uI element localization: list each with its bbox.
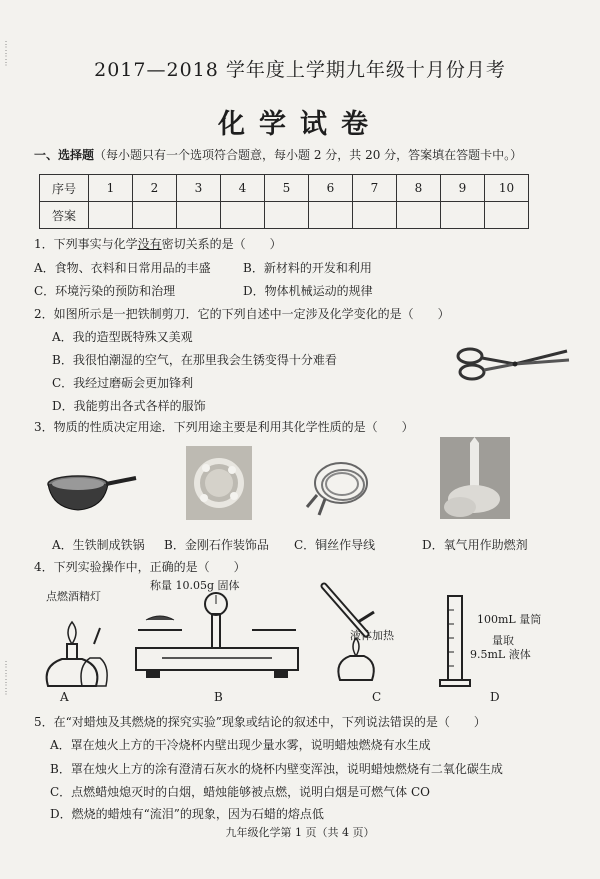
table-cell-number: 8 xyxy=(397,175,441,202)
q4-label-weigh: 称量 10.05g 固体 xyxy=(150,579,240,592)
table-cell-number: 6 xyxy=(309,175,353,202)
test-tube-heating-image xyxy=(318,582,388,682)
table-header-answer: 答案 xyxy=(40,202,89,229)
q1-option-a: A．食物、衣料和日常用品的丰盛 xyxy=(34,261,211,275)
section-heading xyxy=(34,146,522,163)
q1-stem-underlined: 没有 xyxy=(137,237,162,251)
q2-option-d: D．我能剪出各式各样的服饰 xyxy=(52,399,206,413)
q3-option-c: C．铜丝作导线 xyxy=(294,538,376,552)
balance-scale-image xyxy=(132,590,302,682)
q3-option-d: D．氧气用作助燃剂 xyxy=(422,538,528,552)
section-instruction: （每小题只有一个选项符合题意，每小题 2 分，共 20 分，答案填在答题卡中。） xyxy=(94,148,523,162)
q5-option-d: D．燃烧的蜡烛有“流泪”的现象，因为石蜡的熔点低 xyxy=(50,807,324,821)
q3-stem: 3．物质的性质决定用途．下列用途主要是利用其化学性质的是（ ） xyxy=(34,420,414,434)
q4-label-volume: 9.5mL 液体 xyxy=(470,648,531,661)
q2-option-a: A．我的造型既特殊又美观 xyxy=(52,330,193,344)
answer-cell[interactable] xyxy=(221,202,265,229)
answer-table xyxy=(39,174,529,229)
diamond-jewelry-image xyxy=(186,446,252,520)
answer-table-answer-row xyxy=(40,202,529,229)
paper-title: 化学试卷 xyxy=(218,109,382,140)
rocket-launch-image xyxy=(440,437,510,519)
q4-label-cylinder: 100mL 量筒 xyxy=(477,613,542,626)
table-cell-number: 3 xyxy=(177,175,221,202)
q2-option-b: B．我很怕潮湿的空气，在那里我会生锈变得十分难看 xyxy=(52,353,337,367)
q4-letter-b: B xyxy=(214,690,223,704)
wok-image xyxy=(44,462,139,517)
scissors-image xyxy=(455,342,575,384)
page-footer: 九年级化学第 1 页（共 4 页） xyxy=(225,826,375,839)
q4-label-heat-liquid: 液体加热 xyxy=(350,629,394,642)
table-header-number: 序号 xyxy=(40,175,89,202)
q4-label-measure: 量取 xyxy=(492,634,514,647)
binding-edge-dots: ⋮ ⋮ ⋮ xyxy=(2,40,10,67)
q5-option-c: C．点燃蜡烛熄灭时的白烟，蜡烛能够被点燃，说明白烟是可燃气体 CO xyxy=(50,785,431,799)
answer-cell[interactable] xyxy=(441,202,485,229)
answer-cell[interactable] xyxy=(133,202,177,229)
table-cell-number: 9 xyxy=(441,175,485,202)
q5-option-b: B．罩在烛火上方的涂有澄清石灰水的烧杯内壁变浑浊，说明蜡烛燃烧有二氧化碳生成 xyxy=(50,762,503,776)
table-cell-number: 4 xyxy=(221,175,265,202)
graduated-cylinder-image xyxy=(436,594,472,690)
answer-cell[interactable] xyxy=(265,202,309,229)
copper-wire-image xyxy=(305,455,375,523)
answer-cell[interactable] xyxy=(89,202,133,229)
q4-letter-d: D xyxy=(490,690,500,704)
table-cell-number: 2 xyxy=(133,175,177,202)
answer-cell[interactable] xyxy=(485,202,529,229)
section-label: 一、选择题 xyxy=(34,148,95,162)
q5-stem: 5．在“对蜡烛及其燃烧的探究实验”现象或结论的叙述中，下列说法错误的是（ ） xyxy=(34,715,486,729)
q1-option-b: B．新材料的开发和利用 xyxy=(243,261,372,275)
q1-option-d: D．物体机械运动的规律 xyxy=(243,284,373,298)
answer-cell[interactable] xyxy=(309,202,353,229)
q1-stem xyxy=(34,236,282,252)
q1-stem-pre: 1．下列事实与化学 xyxy=(34,237,138,251)
q3-option-b: B．金刚石作装饰品 xyxy=(164,538,269,552)
q2-stem: 2．如图所示是一把铁制剪刀．它的下列自述中一定涉及化学变化的是（ ） xyxy=(34,307,450,321)
answer-cell[interactable] xyxy=(397,202,441,229)
q4-stem: 4．下列实验操作中，正确的是（ ） xyxy=(34,560,246,574)
q4-label-light-lamp: 点燃酒精灯 xyxy=(46,590,101,603)
answer-cell[interactable] xyxy=(177,202,221,229)
answer-table-number-row xyxy=(40,175,529,202)
alcohol-lamp-image xyxy=(38,604,110,688)
table-cell-number: 5 xyxy=(265,175,309,202)
table-cell-number: 7 xyxy=(353,175,397,202)
q4-letter-c: C xyxy=(372,690,382,704)
binding-edge-dots-lower: ⋮ ⋮ ⋮ ⋮ xyxy=(2,660,10,696)
q4-letter-a: A xyxy=(60,690,69,704)
q3-option-a: A．生铁制成铁锅 xyxy=(52,538,145,552)
q5-option-a: A．罩在烛火上方的干冷烧杯内壁出现少量水雾，说明蜡烛燃烧有水生成 xyxy=(50,738,431,752)
q2-option-c: C．我经过磨砺会更加锋利 xyxy=(52,376,194,390)
table-cell-number: 1 xyxy=(89,175,133,202)
exam-title: 2017—2018 学年度上学期九年级十月份月考 xyxy=(94,59,506,81)
q1-stem-post: 密切关系的是（ ） xyxy=(161,237,282,251)
answer-cell[interactable] xyxy=(353,202,397,229)
table-cell-number: 10 xyxy=(485,175,529,202)
q1-option-c: C．环境污染的预防和治理 xyxy=(34,284,176,298)
